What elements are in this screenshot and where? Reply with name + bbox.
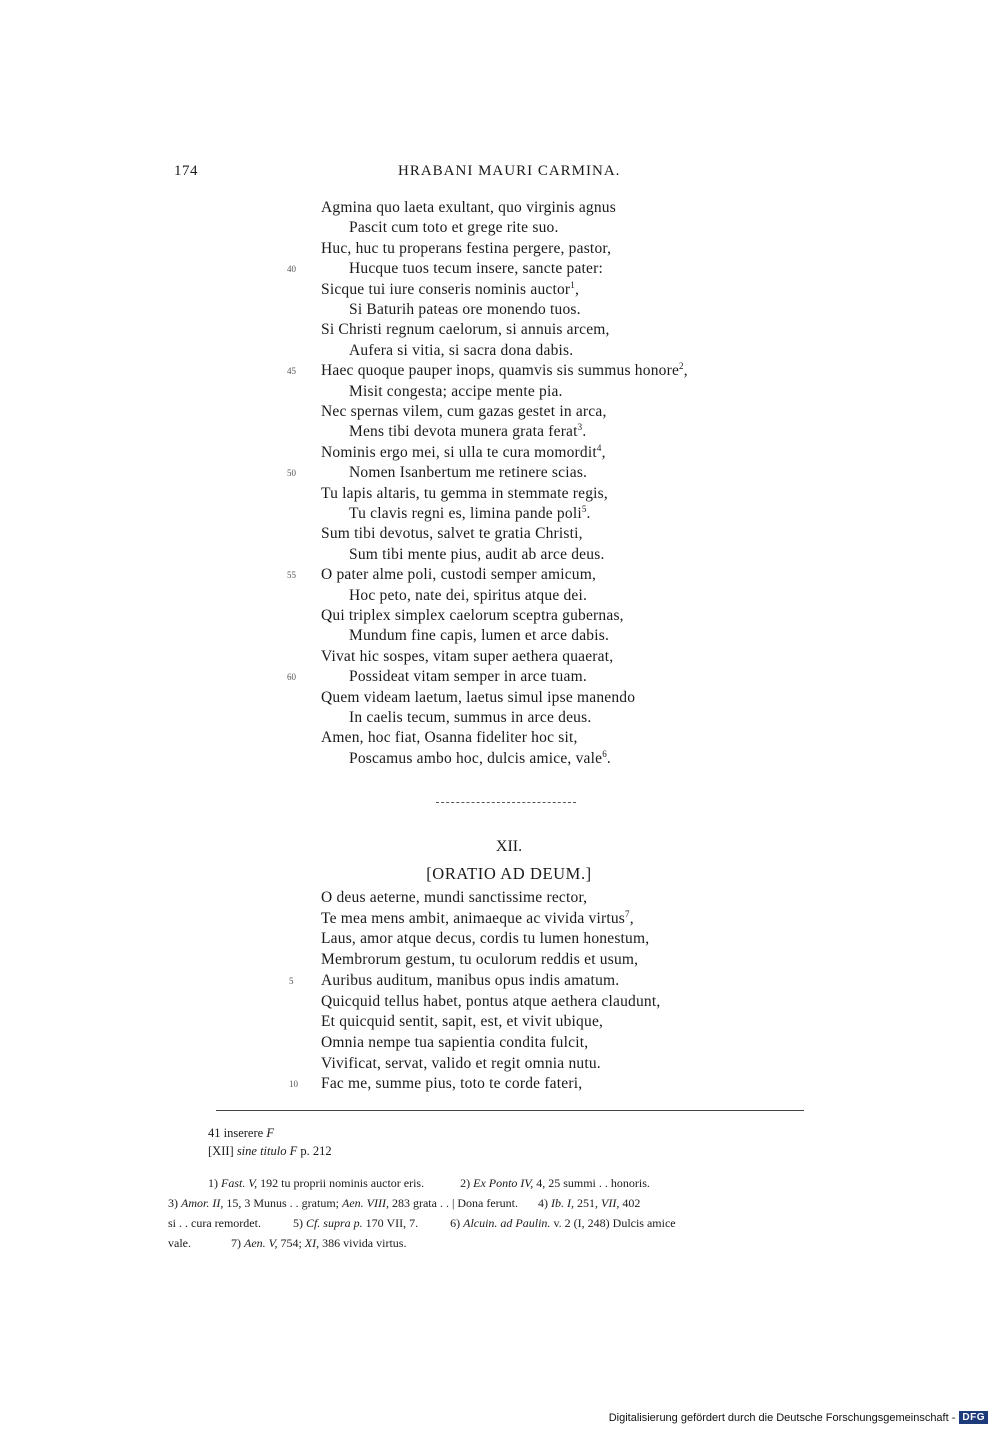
verse-text: Omnia nempe tua sapientia condita fulcit, <box>321 1033 589 1051</box>
verse-line <box>349 668 587 686</box>
verse-line <box>321 607 624 625</box>
footnote-mark: 1) <box>208 1176 218 1190</box>
footnote-line-3 <box>168 1216 676 1231</box>
verse-line <box>321 889 587 907</box>
verse-punctuation: , <box>629 909 634 927</box>
footnote-mark: 6) <box>450 1216 461 1230</box>
footnote-ref: Aen. V, <box>244 1236 278 1250</box>
apparatus-page: p. 212 <box>300 1144 332 1158</box>
verse-text: Et quicquid sentit, sapit, est, et vivit ubique, <box>321 1013 604 1031</box>
footnote-text: 402 <box>622 1196 641 1210</box>
verse-text: Sum tibi devotus, salvet te gratia Christi, <box>321 525 583 543</box>
footnote-ref-mark: 1 <box>570 279 575 290</box>
footnote-ref: Alcuin. ad Paulin. <box>463 1216 551 1230</box>
line-number: 55 <box>287 570 296 581</box>
footnote-ref-mark: 7 <box>625 908 630 919</box>
section-divider <box>436 802 576 803</box>
footnote-text: si . . cura remordet. <box>168 1216 261 1230</box>
verse-text: Auribus auditum, manibus opus indis amatum. <box>321 971 620 989</box>
verse-line <box>321 444 606 462</box>
footnote-text: 251, <box>577 1196 599 1210</box>
footnote-line-1 <box>208 1176 650 1191</box>
verse-line <box>349 546 605 564</box>
verse-text: Nomen Isanbertum me retinere scias. <box>349 464 588 482</box>
footnote-text: 192 tu proprii nominis auctor eris. <box>260 1176 425 1190</box>
section-number: XII. <box>495 838 523 855</box>
verse-text: O deus aeterne, mundi sanctissime rector, <box>321 889 588 906</box>
verse-line <box>349 505 591 523</box>
footnote-ref: Amor. II, <box>181 1196 224 1210</box>
footnote-mark: 4) <box>538 1196 549 1210</box>
footnote-ref: VII, <box>601 1196 620 1210</box>
running-head: HRABANI MAURI CARMINA. <box>398 163 621 179</box>
verse-line <box>321 1055 601 1073</box>
credit-text: Digitalisierung gefördert durch die Deutsche Forschungsgemeinschaft - <box>608 1411 956 1424</box>
apparatus-reading: inserere <box>223 1126 264 1140</box>
verse-line <box>321 281 579 299</box>
verse-line <box>321 648 613 666</box>
footnote-ref: Cf. supra p. <box>305 1216 363 1230</box>
line-number: 5 <box>289 975 294 986</box>
verse-text: Laus, amor atque decus, cordis tu lumen honestum, <box>321 930 650 948</box>
verse-text: Tu clavis regni es, limina pande poli <box>349 505 582 522</box>
verse-text: In caelis tecum, summus in arce deus. <box>349 709 592 726</box>
footnote-line-4 <box>168 1236 406 1251</box>
footnote-ref-mark: 3 <box>577 422 583 433</box>
verse-line <box>349 219 559 237</box>
verse-text: Aufera si vitia, si sacra dona dabis. <box>349 341 574 359</box>
footnote-rule <box>216 1110 804 1111</box>
footnote-ref: XI, <box>304 1236 320 1250</box>
verse-line <box>349 260 603 278</box>
footnote-ref: Aen. VIII, <box>342 1196 389 1210</box>
footnote-mark: 7) <box>231 1236 241 1250</box>
line-number: 50 <box>287 468 296 479</box>
verse-text: Hucque tuos tecum insere, sancte pater: <box>349 260 603 278</box>
verse-line <box>321 525 583 543</box>
verse-line <box>321 729 578 747</box>
verse-text: Vivificat, servat, valido et regit omnia nutu. <box>321 1054 601 1072</box>
apparatus-siglum-2: F <box>289 1144 298 1158</box>
line-number: 45 <box>287 366 296 377</box>
verse-line <box>321 1075 582 1093</box>
verse-line <box>321 1013 603 1031</box>
page-number: 174 <box>174 163 198 179</box>
apparatus-line-number: 41 <box>208 1126 221 1140</box>
verse-text: Quem videam laetum, laetus simul ipse manendo <box>321 688 636 706</box>
verse-text: Mundum fine capis, lumen et arce dabis. <box>349 627 610 645</box>
footnote-line-2 <box>168 1196 640 1211</box>
footnote-ref: Fast. V, <box>221 1176 258 1190</box>
verse-text: Hoc peto, nate dei, spiritus atque dei. <box>349 586 588 604</box>
line-number: 40 <box>287 264 296 275</box>
verse-text: Vivat hic sospes, vitam super aethera quaerat, <box>321 647 614 665</box>
verse-text: Misit congesta; accipe mente pia. <box>349 382 563 400</box>
verse-line <box>349 342 573 360</box>
footnote-ref: Ex Ponto IV, <box>473 1176 534 1190</box>
verse-text: Haec quoque pauper inops, quamvis sis summus honore <box>321 362 680 380</box>
footnote-text: 386 vivida virtus. <box>322 1236 407 1250</box>
verse-line <box>321 362 688 380</box>
verse-line <box>321 199 616 217</box>
verse-line <box>321 689 635 707</box>
verse-line <box>321 321 610 339</box>
verse-line <box>349 627 609 645</box>
apparatus-line-1 <box>208 1126 274 1141</box>
apparatus-siglum: F <box>266 1126 274 1140</box>
footnote-text: vale. <box>168 1236 191 1250</box>
footnote-text: 283 grata . . | Dona ferunt. <box>391 1196 519 1210</box>
verse-punctuation: , <box>683 362 688 380</box>
verse-text: Huc, huc tu properans festina pergere, pastor, <box>321 239 612 257</box>
section-title: [ORATIO AD DEUM.] <box>426 864 592 883</box>
line-number: 10 <box>289 1079 298 1090</box>
footnote-text: v. 2 (I, 248) Dulcis amice <box>553 1216 676 1230</box>
verse-text: Sum tibi mente pius, audit ab arce deus. <box>349 545 605 563</box>
footnote-ref-mark: 4 <box>596 442 602 453</box>
verse-text: Membrorum gestum, tu oculorum reddis et usum, <box>321 951 639 969</box>
verse-text: Si Christi regnum caelorum, si annuis arcem, <box>321 321 610 339</box>
footnote-text: 4, 25 summi . . honoris. <box>536 1176 650 1190</box>
verse-text: Te mea mens ambit, animaeque ac vivida virtus <box>321 909 626 927</box>
footnote-text: 754; <box>280 1236 302 1250</box>
verse-line <box>321 240 611 258</box>
footnote-mark: 3) <box>168 1196 178 1210</box>
verse-line <box>321 566 596 584</box>
verse-punctuation: . <box>606 749 611 767</box>
footnote-mark: 2) <box>460 1176 471 1190</box>
digitization-credit <box>609 1411 988 1424</box>
verse-line <box>349 587 587 605</box>
apparatus-label: [XII] <box>208 1144 234 1158</box>
verse-text: Pascit cum toto et grege rite suo. <box>349 219 559 237</box>
verse-text: Nominis ergo mei, si ulla te cura momordit <box>321 443 597 461</box>
verse-text: Amen, hoc fiat, Osanna fideliter hoc sit, <box>321 729 578 747</box>
verse-line <box>349 301 581 319</box>
verse-punctuation: , <box>575 280 580 298</box>
verse-line <box>349 750 611 768</box>
verse-punctuation: . <box>582 423 587 441</box>
footnote-ref-mark: 5 <box>581 503 587 514</box>
verse-line <box>349 709 591 727</box>
verse-line <box>349 423 586 441</box>
verse-text: Fac me, summe pius, toto te corde fateri, <box>321 1075 583 1093</box>
verse-text: Qui triplex simplex caelorum sceptra gubernas, <box>321 607 624 624</box>
footnote-ref-mark: 6 <box>602 748 607 759</box>
verse-line <box>321 485 608 503</box>
verse-line <box>321 910 634 928</box>
verse-text: Possideat vitam semper in arce tuam. <box>349 668 587 686</box>
verse-line <box>349 464 587 482</box>
footnote-text: 170 VII, 7. <box>365 1216 419 1230</box>
verse-line <box>321 930 649 948</box>
verse-text: Tu lapis altaris, tu gemma in stemmate regis, <box>321 484 608 502</box>
verse-text: Nec spernas vilem, cum gazas gestet in arca, <box>321 403 607 420</box>
footnote-text: 15, 3 Munus . . gratum; <box>226 1196 339 1210</box>
dfg-logo: DFG <box>959 1411 988 1424</box>
footnote-ref: Ib. I, <box>551 1196 575 1210</box>
verse-line <box>321 972 619 990</box>
verse-text: O pater alme poli, custodi semper amicum, <box>321 566 597 584</box>
footnote-ref-mark: 2 <box>679 361 684 372</box>
footnote-mark: 5) <box>292 1216 303 1230</box>
verse-text: Mens tibi devota munera grata ferat <box>349 423 578 441</box>
verse-punctuation: , <box>601 443 606 461</box>
apparatus-line-2 <box>208 1144 332 1159</box>
verse-text: Sicque tui iure conseris nominis auctor <box>321 280 571 298</box>
verse-line <box>349 383 563 401</box>
verse-line <box>321 1034 588 1052</box>
verse-line <box>321 951 638 969</box>
verse-line <box>321 403 607 421</box>
verse-line <box>321 993 660 1011</box>
verse-punctuation: . <box>586 505 591 522</box>
apparatus-note: sine titulo <box>236 1144 287 1158</box>
line-number: 60 <box>287 672 296 683</box>
verse-text: Quicquid tellus habet, pontus atque aethera claudunt, <box>321 992 661 1010</box>
verse-text: Agmina quo laeta exultant, quo virginis agnus <box>321 199 616 216</box>
verse-text: Poscamus ambo hoc, dulcis amice, vale <box>349 749 603 767</box>
verse-text: Si Baturih pateas ore monendo tuos. <box>349 301 581 318</box>
